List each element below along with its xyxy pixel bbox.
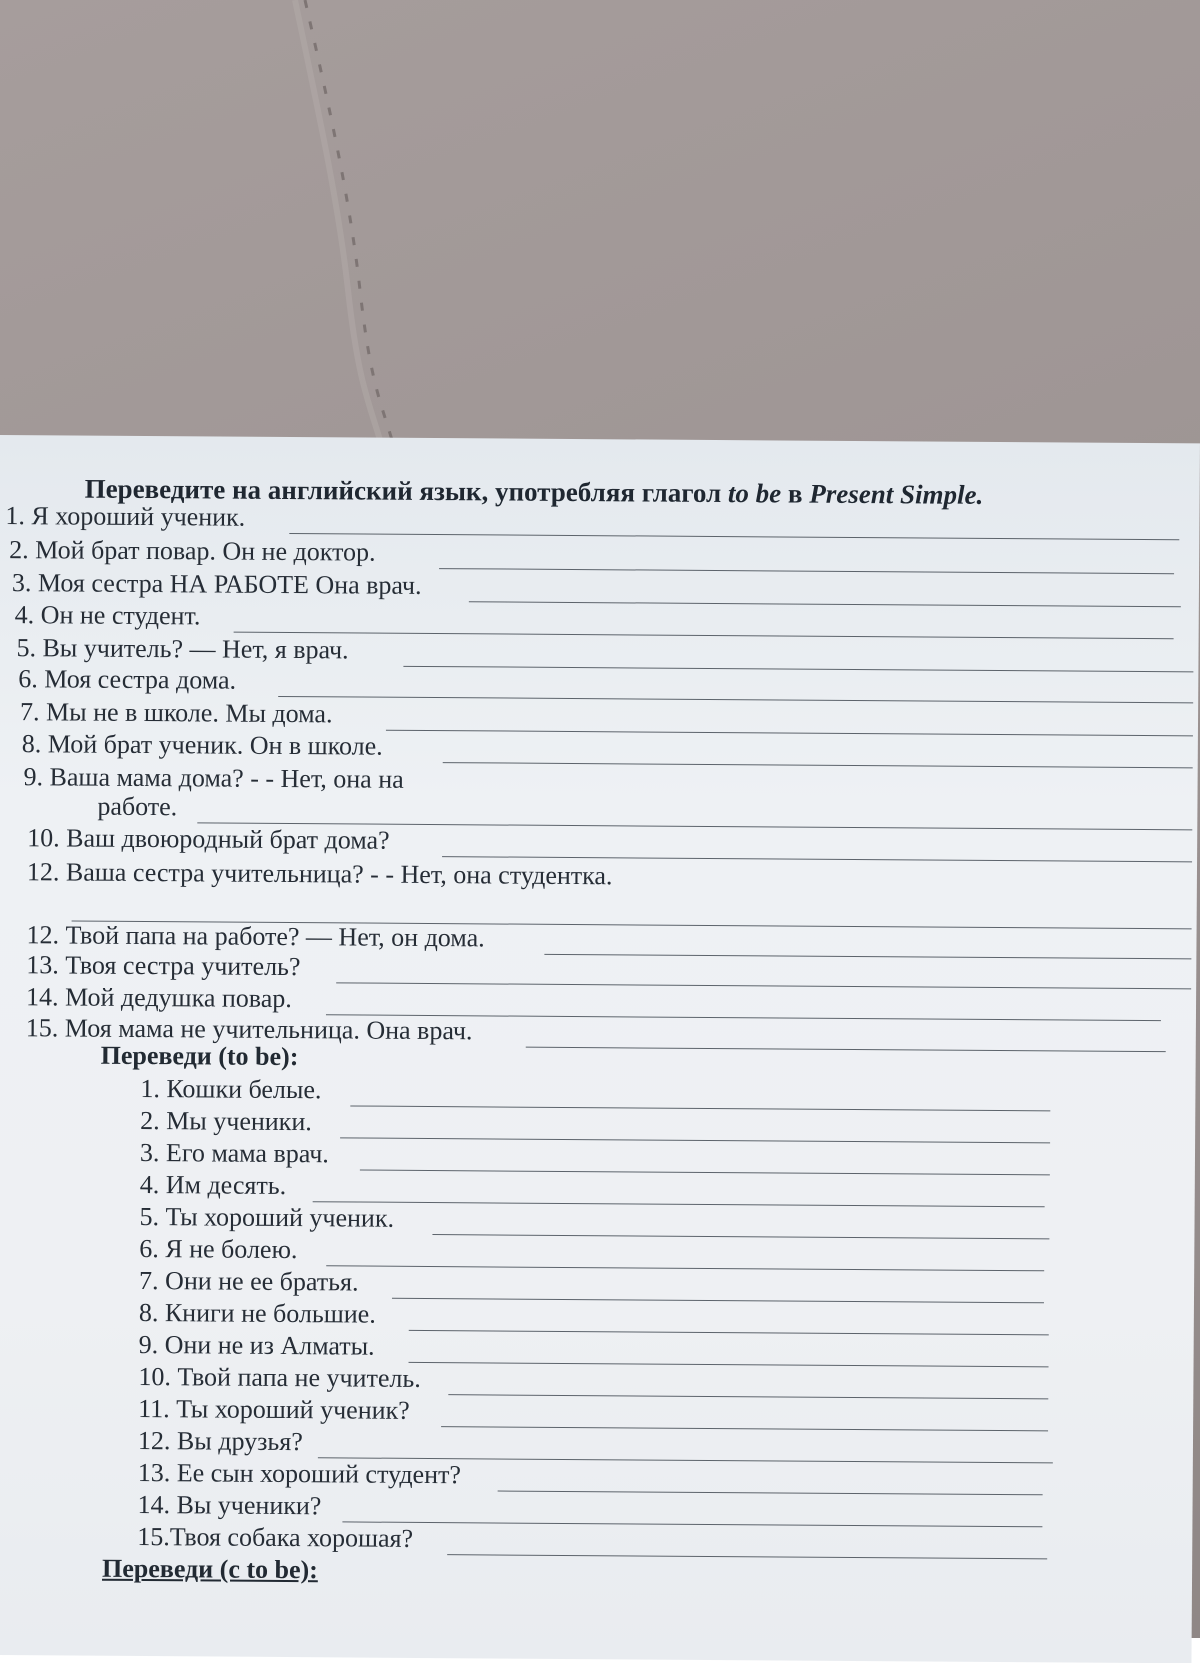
exercise1-label: 6. Моя сестра дома. <box>18 664 237 695</box>
exercise2-label: 1. Кошки белые. <box>140 1073 322 1105</box>
heading-verb: to be <box>727 478 782 509</box>
exercise2-label: 9. Они не из Алматы. <box>138 1329 375 1361</box>
exercise1-label: 9. Ваша мама дома? - - Нет, она на <box>23 762 404 794</box>
exercise1-label: 15. Моя мама не учительница. Она врач. <box>25 1013 473 1046</box>
heading-text: Переведите на английский язык, употребляя глагол <box>84 473 729 509</box>
heading-connector: в <box>781 478 810 509</box>
exercise2-label: 3. Его мама врач. <box>139 1137 329 1169</box>
answer-line[interactable] <box>447 1554 1047 1559</box>
exercise1-label: 7. Мы не в школе. Мы дома. <box>19 697 333 729</box>
exercise2-label: 10. Твой папа не учитель. <box>138 1361 421 1393</box>
exercise2-label: 5. Ты хороший ученик. <box>139 1201 395 1233</box>
exercise2-title: Переведи (to be): <box>100 1040 299 1072</box>
exercise2-label: 2. Мы ученики. <box>140 1105 312 1137</box>
answer-line[interactable] <box>526 1047 1166 1052</box>
exercise1-label: 5. Вы учитель? — Нет, я врач. <box>16 633 349 665</box>
exercise1-label: 13. Твоя сестра учитель? <box>26 950 301 982</box>
exercise2-label: 4. Им десять. <box>139 1169 287 1201</box>
exercise2-label: 15.Твоя собака хорошая? <box>137 1521 414 1553</box>
exercise1-label: 3. Моя сестра НА РАБОТЕ Она врач. <box>11 568 422 600</box>
exercise2-label: 7. Они не ее братья. <box>138 1265 359 1297</box>
heading-tense: Present Simple. <box>809 478 984 510</box>
worksheet <box>0 435 1200 1663</box>
exercise3-title: Переведи (с to be): <box>101 1553 318 1585</box>
exercise1-label: 14. Мой дедушка повар. <box>25 982 292 1014</box>
exercise1-label: 12. Ваша сестра учительница? - - Нет, она студентка. <box>26 857 613 891</box>
exercise2-label: 8. Книги не большие. <box>138 1297 376 1329</box>
exercise1-label: 8. Мой брат ученик. Он в школе. <box>21 729 383 761</box>
exercise1-label: 12. Твой папа на работе? — Нет, он дома. <box>26 920 485 953</box>
fabric-seam <box>0 0 1200 440</box>
exercise1-label: 2. Мой брат повар. Он не доктор. <box>9 535 376 567</box>
exercise2-label: 13. Ее сын хороший студент? <box>137 1457 462 1490</box>
exercise2-label: 6. Я не болею. <box>139 1233 298 1265</box>
exercise2-label: 11. Ты хороший ученик? <box>138 1393 410 1425</box>
exercise1-label: 1. Я хороший ученик. <box>5 501 246 532</box>
exercise1-label: 4. Он не студент. <box>14 600 201 631</box>
exercise1-label: работе. <box>97 791 178 822</box>
exercise2-label: 12. Вы друзья? <box>137 1425 303 1457</box>
exercise2-label: 14. Вы ученики? <box>137 1489 322 1521</box>
exercise1-label: 10. Ваш двоюродный брат дома? <box>27 823 390 855</box>
